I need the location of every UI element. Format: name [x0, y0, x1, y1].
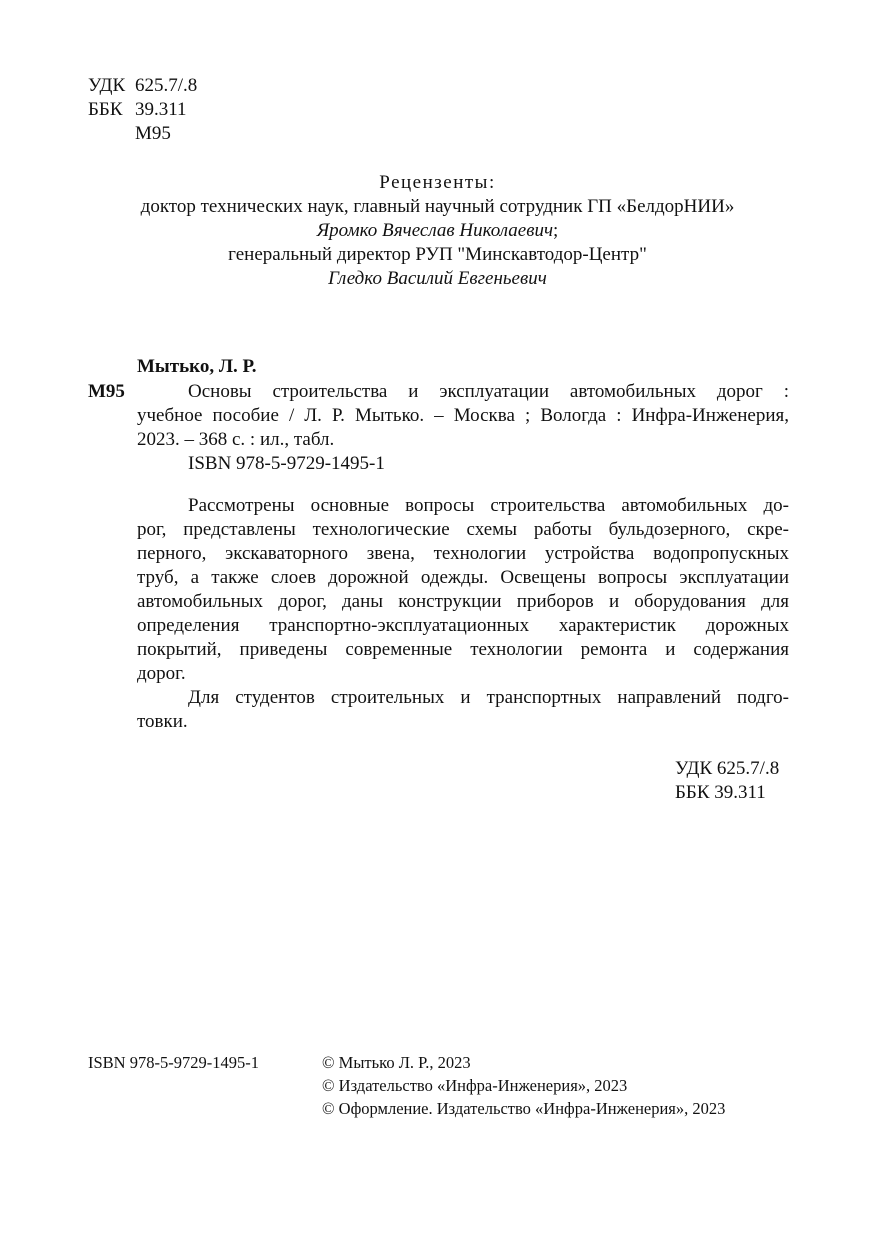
annotation [137, 494, 789, 734]
annotation-line: труб, а также слоев дорожной одежды. Освещены вопросы эксплуатации [137, 567, 789, 588]
annotation-line: дорог. [137, 663, 186, 684]
copyright-author: © Мытько Л. Р., 2023 [322, 1053, 471, 1072]
copyright-design: © Оформление. Издательство «Инфра-Инженерия», 2023 [322, 1099, 726, 1118]
bibliographic-code: М95 [88, 381, 125, 402]
bbk-row [88, 98, 288, 122]
udk-code-right: УДК 625.7/.8 [675, 758, 780, 779]
classification-codes [88, 74, 288, 146]
annotation-line: покрытий, приведены современные технологии ремонта и содержания [137, 639, 789, 660]
reviewer-1-name: Яромко Вячеслав Николаевич [316, 220, 554, 241]
biblio-line: Основы строительства и эксплуатации автомобильных дорог : [188, 381, 789, 402]
annotation-line: Рассмотрены основные вопросы строительства автомобильных до- [188, 495, 789, 516]
annotation-line: автомобильных дорог, даны конструкции приборов и оборудования для [137, 591, 789, 612]
reviewer-2-position: генеральный директор РУП "Минскавтодор-Центр" [228, 244, 647, 265]
author-heading: Мытько, Л. Р. [137, 356, 257, 377]
annotation-line: Для студентов строительных и транспортных направлений подго- [188, 687, 789, 708]
author-code-row [88, 122, 288, 146]
bibliographic-description [137, 380, 789, 476]
reviewer-2-name: Гледко Василий Евгеньевич [328, 268, 547, 289]
reviewer-separator: ; [553, 220, 559, 241]
reviewers-heading: Рецензенты: [379, 172, 496, 193]
bbk-label: ББК [88, 99, 123, 120]
copyright-publisher: © Издательство «Инфра-Инженерия», 2023 [322, 1076, 628, 1095]
classification-codes-right [675, 757, 779, 805]
bbk-code-right: ББК 39.311 [675, 782, 766, 803]
reviewer-1-name-line [0, 219, 875, 243]
udk-row [88, 74, 288, 98]
udk-value: 625.7/.8 [135, 75, 198, 96]
biblio-line: учебное пособие / Л. Р. Мытько. – Москва ; Вологда : Инфра-Инженерия, [137, 405, 789, 426]
annotation-line: определения транспортно-эксплуатационных характеристик дорожных [137, 615, 789, 636]
reviewer-1-position: доктор технических наук, главный научный сотрудник ГП «БелдорНИИ» [140, 196, 735, 217]
author-code: М95 [135, 123, 171, 144]
reviewers-block [0, 171, 875, 291]
annotation-line: рог, представлены технологические схемы работы бульдозерного, скре- [137, 519, 789, 540]
biblio-isbn: ISBN 978-5-9729-1495-1 [188, 453, 385, 474]
annotation-line: товки. [137, 711, 188, 732]
bbk-value: 39.311 [135, 99, 187, 120]
copyright-block [322, 1051, 725, 1120]
biblio-line: 2023. – 368 с. : ил., табл. [137, 429, 335, 450]
annotation-line: перного, экскаваторного звена, технологии устройства водопропускных [137, 543, 789, 564]
footer-isbn: ISBN 978-5-9729-1495-1 [88, 1053, 259, 1072]
udk-label: УДК [88, 75, 126, 96]
